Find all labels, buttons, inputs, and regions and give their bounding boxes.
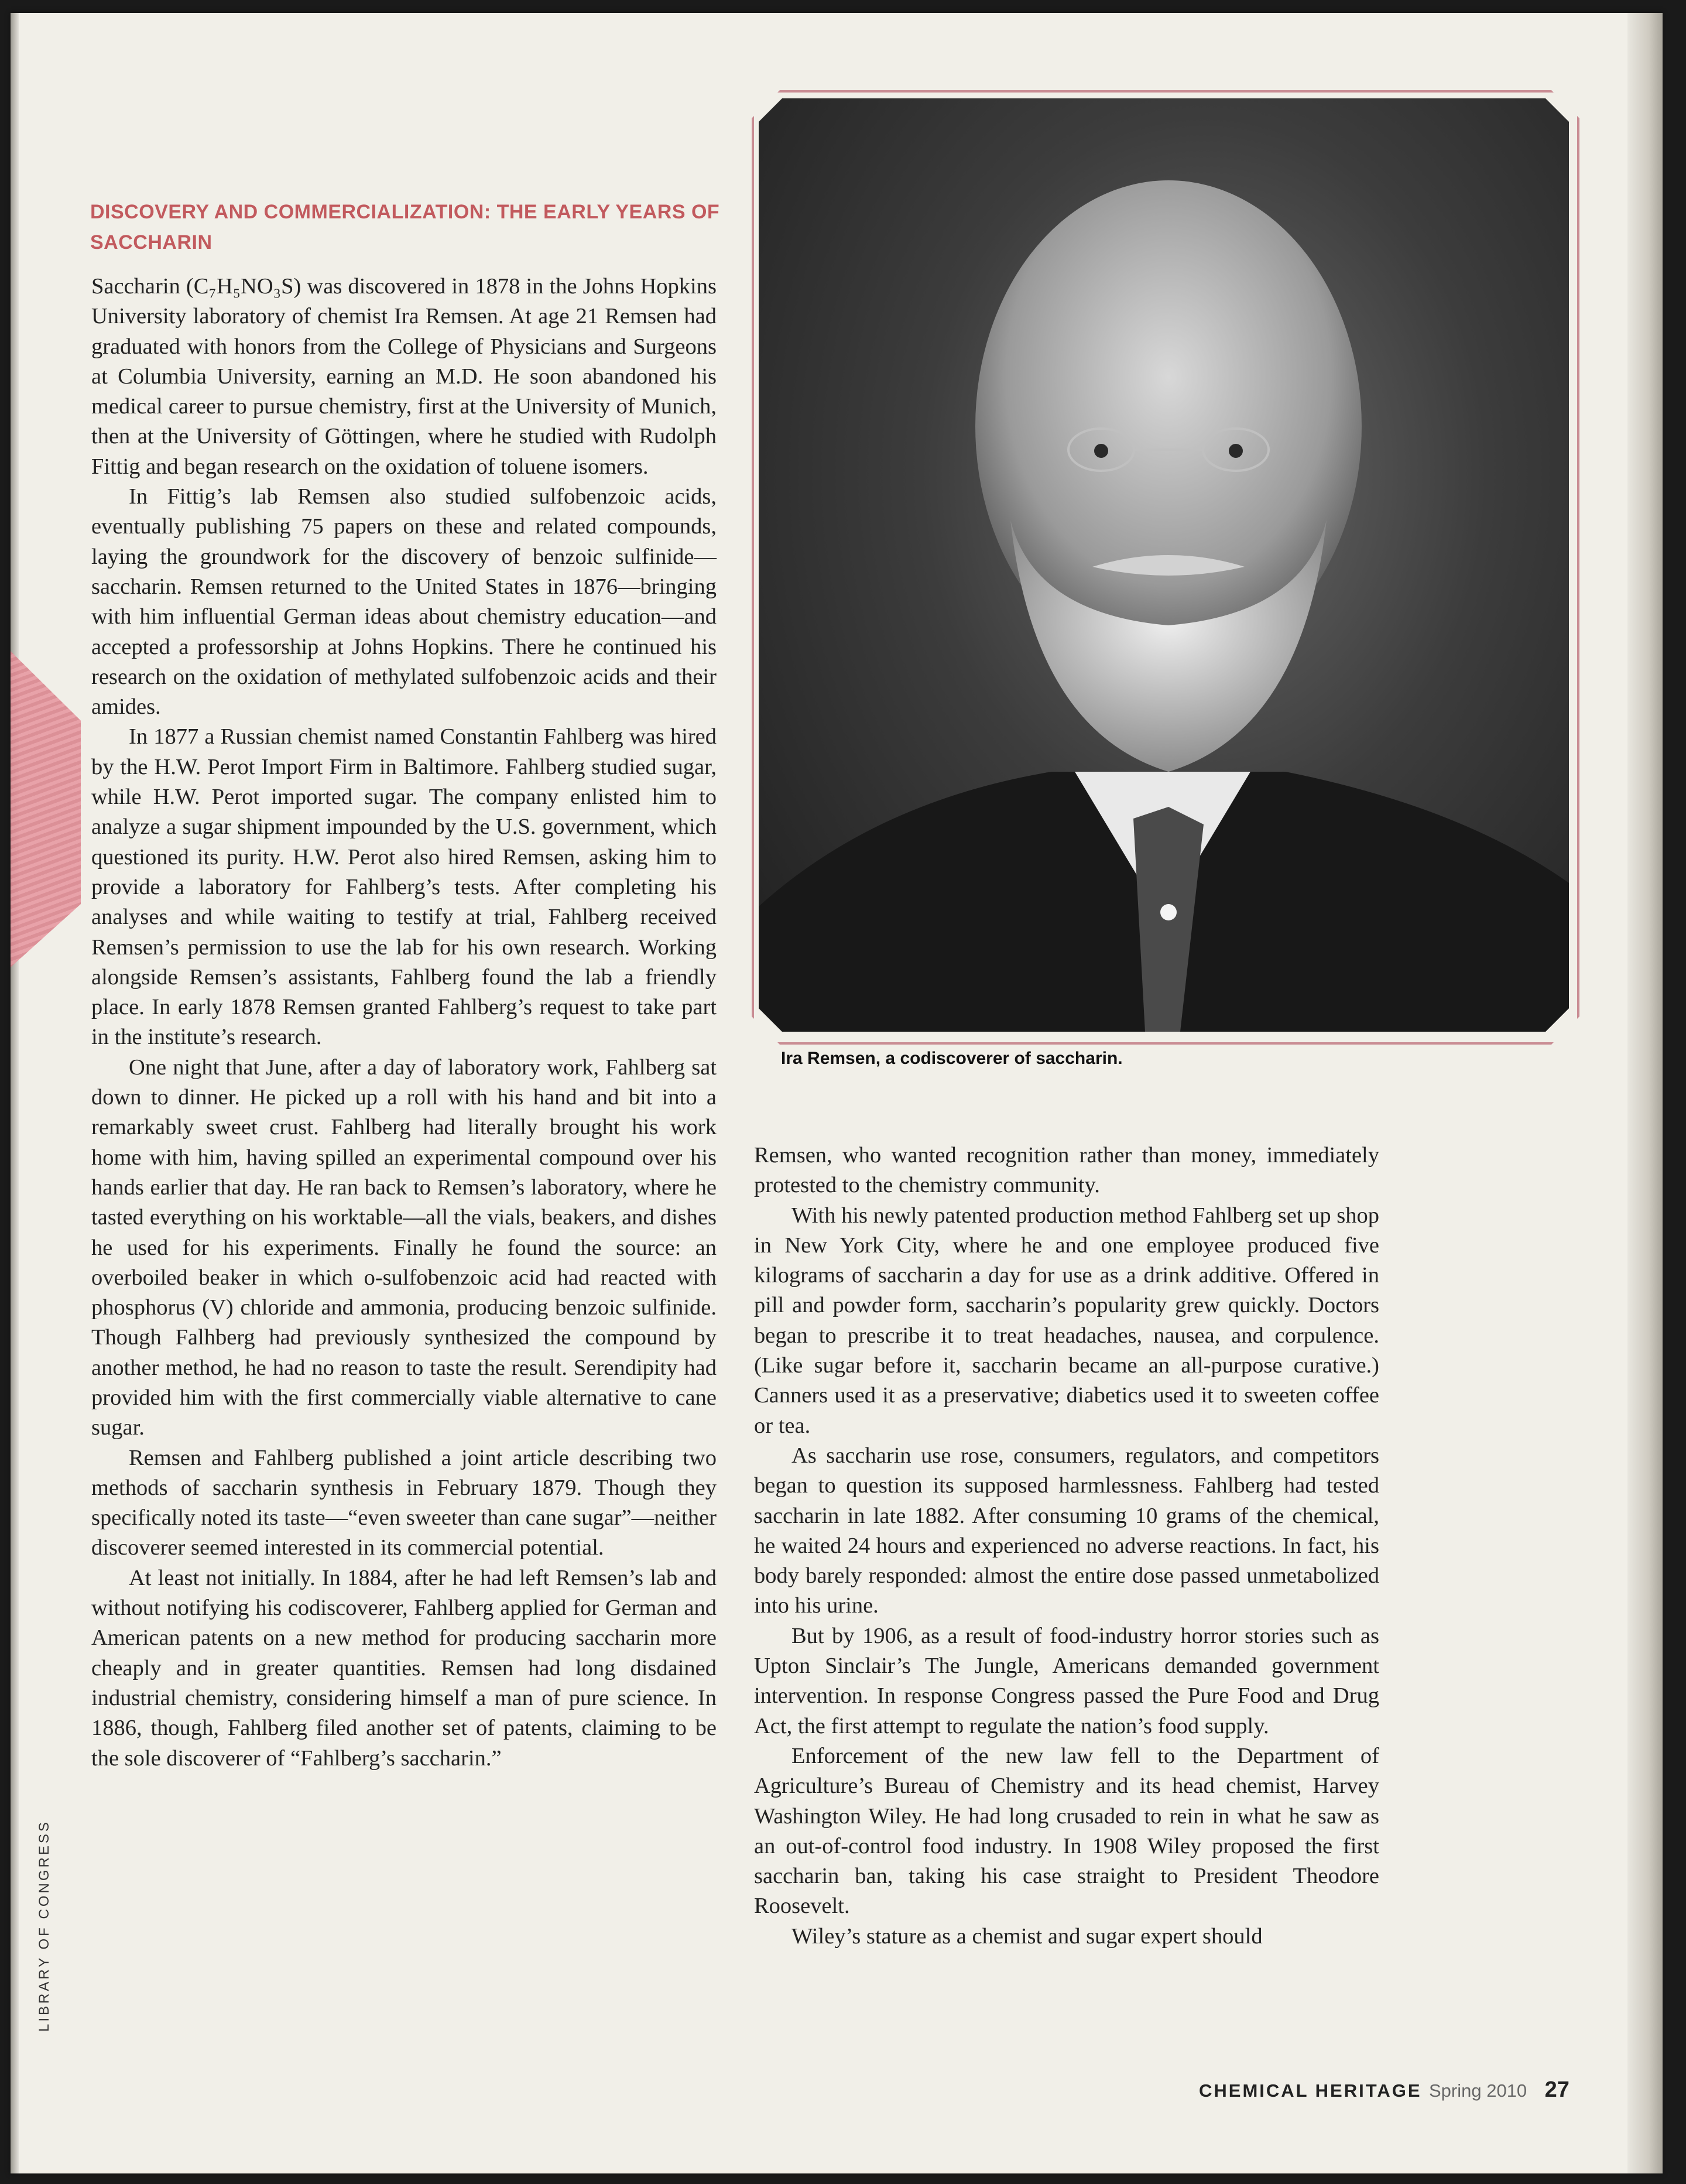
paragraph: Wiley’s stature as a chemist and sugar expert should [791,1923,1263,1949]
magazine-title: CHEMICAL HERITAGE [1199,2080,1422,2101]
figure-caption: Ira Remsen, a codiscoverer of saccharin. [781,1049,1123,1068]
paragraph: But by 1906, as a result of food-industry horror stories such as Upton Sinclair’s The Jungle, Americans demanded government intervention. In response Congress passed the Pure Food and Drug Act, the first attempt to regulate the nation’s food supply. [754,1623,1379,1738]
paragraph: As saccharin use rose, consumers, regulators, and competitors began to question its supposed harmlessness. Fahlberg had tested saccharin in late 1882. After consuming 10 grams of the chemical, he waited 24 hours and experienced no adverse reactions. In fact, his body barely responded: almost the entire dose passed unmetabolized into his urine. [754,1443,1379,1618]
paragraph: One night that June, after a day of laboratory work, Fahlberg sat down to dinner. He picked up a roll with his hand and bit into a remarkably sweet crust. Fahlberg had literally brought his work home with him, having spilled an experimental compound over his hands earlier that day. He ran back to Remsen’s laboratory, where he tasted everything on his worktable—all the vials, beakers, and dishes he used for his experiments. Finally he found the source: an overboiled beaker in which o-sulfobenzoic acid had reacted with phosphorus (V) chloride and ammonia, producing benzoic sulfinide. Though Falhberg had previously synthesized the compound by another method, he had no reason to taste the result. Serendipity had provided him with the first commercially viable alternative to cane sugar. [91,1055,717,1440]
paragraph: At least not initially. In 1884, after he had left Remsen’s lab and without notifying his codiscoverer, Fahlberg applied for German and American patents on a new method for producing saccharin more cheaply and in greater quantities. Remsen had long disdained industrial chemistry, considering himself a man of pure science. In 1886, though, Fahlberg filed another set of patents, claiming to be the sole discoverer of “Fahlberg’s saccharin.” [91,1565,717,1771]
portrait-photo [759,98,1569,1032]
binding-edge [11,13,19,2173]
article-column-1 [91,272,717,1774]
section-heading: DISCOVERY AND COMMERCIALIZATION: THE EARLY YEARS OF SACCHARIN [90,201,720,254]
paragraph: With his newly patented production method Fahlberg set up shop in New York City, where he and one employee produced five kilograms of saccharin a day for use as a drink additive. Offered in pill and powder form, saccharin’s popularity grew quickly. Doctors began to prescribe it to treat headaches, nausea, and corpulence. (Like sugar before it, saccharin became an all-purpose curative.) Canners used it as a preservative; diabetics used it to sweeten coffee or tea. [754,1203,1379,1438]
paragraph: In 1877 a Russian chemist named Constantin Fahlberg was hired by the H.W. Perot Import Firm in Baltimore. Fahlberg studied sugar, while H.W. Perot imported sugar. The company enlisted him to analyze a sugar shipment impounded by the U.S. government, which questioned its purity. H.W. Perot also hired Remsen, asking him to provide a laboratory for Fahlberg’s tests. After completing his analyses and while waiting to testify at trial, Fahlberg received Remsen’s permission to use the lab for his own research. Working alongside Remsen’s assistants, Fahlberg found the lab a friendly place. In early 1878 Remsen granted Fahlberg’s request to take part in the institute’s research. [91,724,717,1050]
article-column-2 [754,1141,1379,1952]
paragraph: Remsen, who wanted recognition rather than money, immediately protested to the chemistry community. [754,1143,1379,1198]
paragraph: Enforcement of the new law fell to the Department of Agriculture’s Bureau of Chemistry and its head chemist, Harvey Washington Wiley. He had long crusaded to rein in what he saw as an out-of-control food industry. In 1908 Wiley proposed the first saccharin ban, taking his case straight to President Theodore Roosevelt. [754,1743,1379,1919]
paragraph: In Fittig’s lab Remsen also studied sulfobenzoic acids, eventually publishing 75 papers on these and related compounds, laying the groundwork for the discovery of benzoic sulfinide—saccharin. Remsen returned to the United States in 1876—bringing with him influential German ideas about chemistry education—and accepted a professorship at Johns Hopkins. There he continued his research on the oxidation of methylated sulfobenzoic acids and their amides. [91,484,717,720]
bookmark-ribbon [11,651,81,967]
paragraph: Remsen and Fahlberg published a joint article describing two methods of saccharin synthesis in February 1879. Though they specifically noted its taste—“even sweeter than cane sugar”—neither discoverer seemed interested in its commercial potential. [91,1445,717,1560]
page-stack-edge [1627,13,1663,2173]
page-number: 27 [1544,2077,1570,2102]
issue-date: Spring 2010 [1428,2080,1527,2101]
portrait-illustration [759,98,1569,1032]
paragraph: Saccharin (C₇H₅NO₃S) was discovered in 1878 in the Johns Hopkins University laboratory of chemist Ira Remsen. At age 21 Remsen had graduated with honors from the College of Physicians and Surgeons at Columbia University, earning an M.D. He soon abandoned his medical career to pursue chemistry, first at the University of Munich, then at the University of Göttingen, where he studied with Rudolph Fittig and began research on the oxidation of toluene isomers. [91,274,717,479]
page-footer [1199,2077,1570,2103]
photo-credit: LIBRARY OF CONGRESS [36,1820,52,2032]
